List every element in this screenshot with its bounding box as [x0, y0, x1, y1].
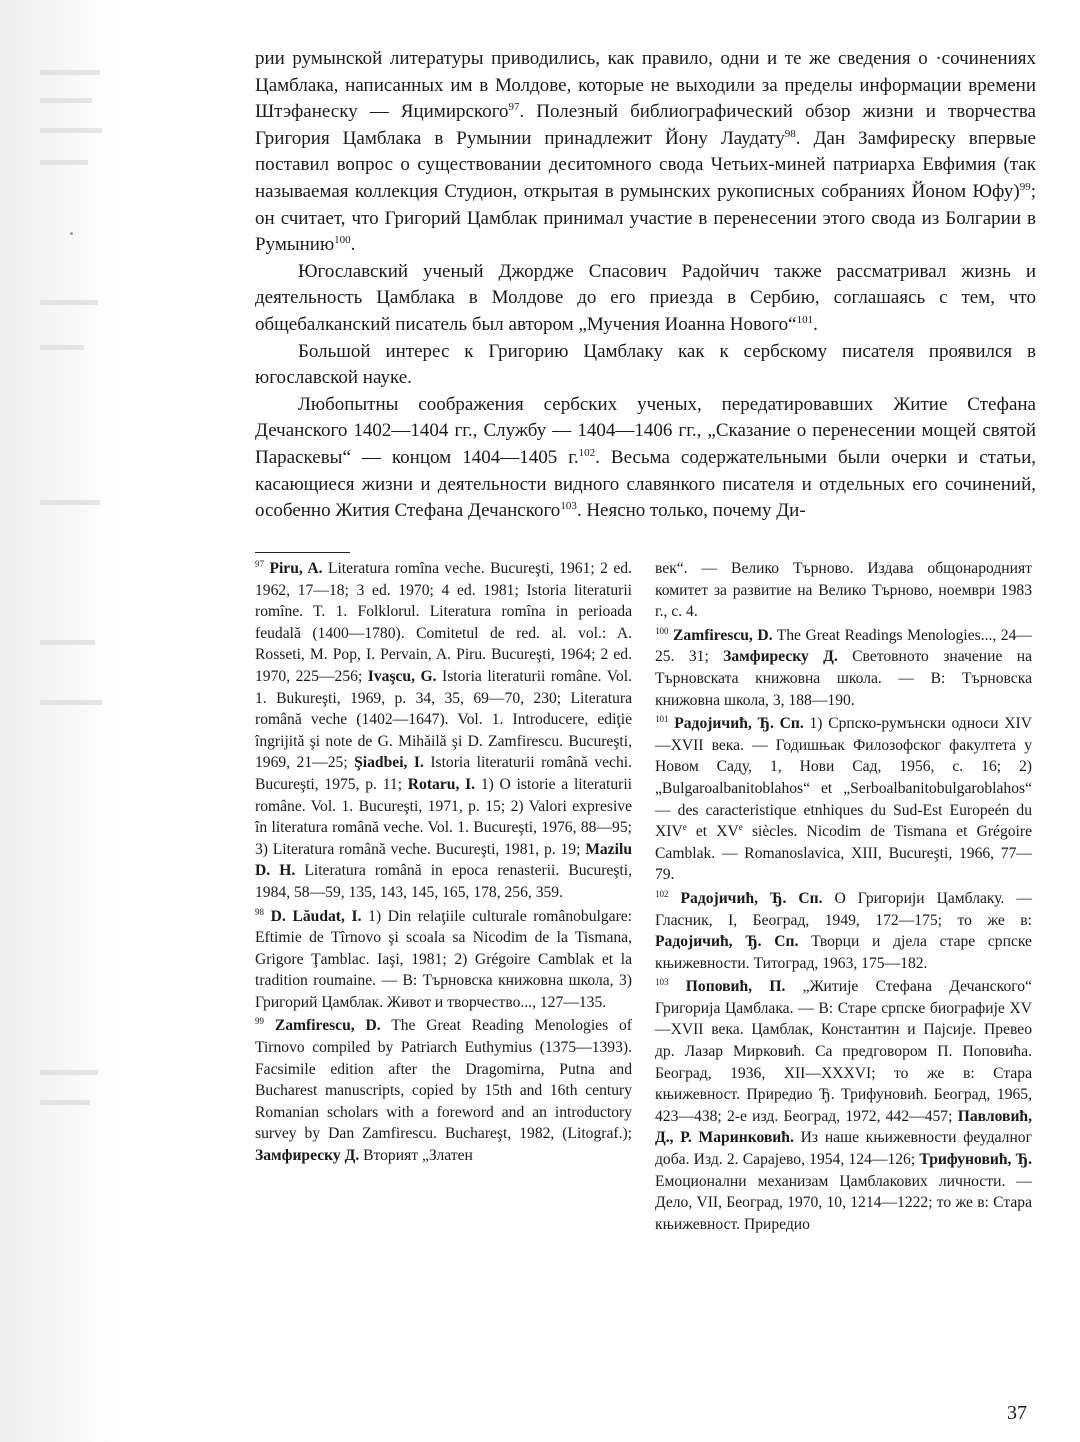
footnote-separator [255, 552, 350, 553]
footnote-number: 101 [655, 714, 669, 725]
footnote-ref: 100 [334, 234, 351, 247]
body-paragraph: Югославский ученый Джордже Спасович Радойчич также рассматривал жизнь и деятельность Цамблака в Молдове до его приезда в Сербию, соглашаясь с тем, что общебалканский писатель был автором „Мучения Иоанна Нового“$^{101}$. [255, 260, 1036, 335]
footnote: $^{101}$ Радојичић, Ђ. Сп. 1) Српско-румънски односи XIV—XVII века. — Годишњак Филозофског факултета у Новом Саду, 1, Нови Сад, 1956, с. 16; 2) „Bulgaroalbanitoblahos“ et „Serboalbanitobulgaroblahos“ — des caracteristique etnhiques du Sud-Est Europeén du XIVe et XVe siècles. Nicodim de Tismana et Grégoire Camblak. — Romanoslavica, XIII, Bucureşti, 1966, 77—79. [655, 714, 1032, 884]
body-paragraph: Большой интерес к Григорию Цамблаку как к сербскому писателя проявился в югославской науке. [255, 340, 1036, 389]
footnote: $^{102}$ Радојичић, Ђ. Сп. О Григорији Цамблаку. — Гласник, I, Београд, 1949, 172—175; то же в: Радојичић, Ђ. Сп. Творци и дјела старе српске књижевности. Титоград, 1963, 175—182. [655, 888, 1032, 972]
footnote-number: 102 [655, 888, 669, 899]
footnote: $^{100}$ Zamfirescu, D. The Great Readings Menologies..., 24—25. 31; Замфиреску Д. Световното значение на Търновската книжовна школа. — В: Търновска книжовна школа, 3, 188—190. [655, 625, 1032, 709]
footnote-ref: 99 [1019, 180, 1031, 193]
footnote-ref: 97 [508, 101, 520, 114]
body-paragraph: Любопытны соображения сербских ученых, передатировавших Житие Стефана Дечанского 1402—1404 гг., Службу — 1404—1406 гг., „Сказание о перенесении мощей святой Параскевы“ — концом 1404—1405 г.$^{102}$. Весьма содержательными были очерки и статьи, касающиеся жизни и деятельности видного славянкого писателя и отдельных его сочинений, особенно Жития Стефана Дечанского$^{103}$. Неясно только, почему Ди- [255, 393, 1036, 522]
footnotes-right-column [655, 558, 1032, 1237]
footnote: $^{99}$ Zamfirescu, D. The Great Reading Menologies of Tirnovo compiled by Patriarch Euthymius (1375—1393). Facsimile edition after the Dragomirna, Putna and Bucharest manuscripts, copied by 15th and 16th century Romanian scholars with a foreword and an introductory survey by Dan Zamfirescu. Buchareşt, 1982, (Litograf.); Замфиреску Д. Вторият „Златен [255, 1016, 632, 1165]
footnotes-left-column [255, 558, 632, 1169]
scan-speck [70, 232, 73, 235]
footnote-number: 99 [255, 1016, 264, 1027]
footnote-ref: 101 [796, 313, 814, 326]
footnote-ref: 103 [560, 500, 577, 513]
footnote-ref: 98 [784, 127, 796, 140]
footnote-ref: 102 [578, 446, 596, 459]
main-body-text [255, 46, 1036, 525]
footnote-number: 103 [655, 977, 669, 988]
footnote-number: 98 [255, 906, 264, 917]
footnote: $^{98}$ D. Lăudat, I. 1) Din relaţiile culturale românobulgare: Eftimie de Tîrnovo şi scoala sa Nicodim de la Tismana, Grigore Ţamblac. Iaşi, 1981; 2) Grégoire Camblak et la tradition roumaine. — В: Търновска книжовна школа, 3) Григорий Цамблак. Живот и творчество..., 127—135. [255, 906, 633, 1011]
left-page-bleed [0, 0, 120, 1442]
footnote: $^{103}$ Поповић, П. „Житије Стефана Дечанского“ Григорија Цамблака. — В: Старе српске биографије XV—XVII века. Цамблак, Константин и Пајсије. Превео др. Лазар Мирковић. Са предговором П. Поповића. Београд, 1936, XII—XXXVI; то же в: Стара књижевност. Приредио Ђ. Трифуновић. Београд, 1965, 423—438; 2-е изд. Београд, 1972, 442—457; Павловић, Д., Р. Маринковић. Из наше књижевности феудалног доба. Изд. 2. Сарајево, 1954, 124—126; Трифуновић, Ђ. Емоционални механизам Цамблакових личности. — Дело, VII, Београд, 1970, 10, 1214—1222; то же в: Стара књижевност. Приредио [655, 977, 1032, 1233]
footnote: век“. — Велико Търново. Издава общонародният комитет за развитие на Велико Търново, ноември 1983 г., с. 4. [655, 560, 1032, 621]
footnote-number: 100 [655, 625, 669, 636]
footnote: $^{97}$ Piru, A. Literatura romîna veche. Bucureşti, 1961; 2 ed. 1962, 17—18; 3 ed. 1970; 4 ed. 1981; Istoria literaturii romîne. T. 1. Folklorul. Literatura romîna in perioada feudală (1400—1780). Comitetul de red. al. vol.: A. Rosseti, M. Pop, I. Pervain, A. Piru. Bucureşti, 1964; 2 ed. 1970, 225—256; Ivaşcu, G. Istoria literaturii române. Vol. 1. Bukureşti, 1969, p. 34, 35, 69—70, 230; Literatura română veche (1402—1647). Vol. 1. Introducere, ediţie îngrijită şi note de G. Mihăilă şi D. Zamfirescu. Bucureşti, 1969, 21—25; Şiadbei, I. Istoria literaturii română vechi. Bucureşti, 1975, p. 11; Rotaru, I. 1) O istorie a literaturii române. Vol. 1. Bucureşti, 1971, p. 15; 2) Valori expresive în literatura română veche. Vol. 1. Bucureşti, 1976, 88—95; 3) Literatura română veche. Bucureşti, 1981, p. 19; Mazilu D. H. Literatura română in epoca renasterii. Bucureşti, 1984, 58—59, 135, 143, 145, 165, 178, 256, 359. [255, 559, 633, 901]
body-paragraph: рии румынской литературы приводились, как правило, одни и те же сведения о ·сочинениях Цамблака, написанных им в Молдове, которые не выходили за пределы информации времени Штэфанеску — Яцимирского$^{97}$. Полезный библиографический обзор жизни и творчества Григория Цамблака в Румынии принадлежит Йону Лаудату$^{98}$. Дан Замфиреску впервые поставил вопрос о существовании деситомного свода Четьих-миней патриарха Евфимия (так называемая коллекция Студион, открытая в румынских рукописных собраниях Йоном Юфу)$^{99}$; он считает, что Григорий Цамблак принимал участие в перенесении этого свода из Болгарии в Румынию$^{100}$. [255, 48, 1036, 256]
page-number: 37 [1007, 1402, 1027, 1424]
footnote-number: 97 [255, 559, 264, 569]
